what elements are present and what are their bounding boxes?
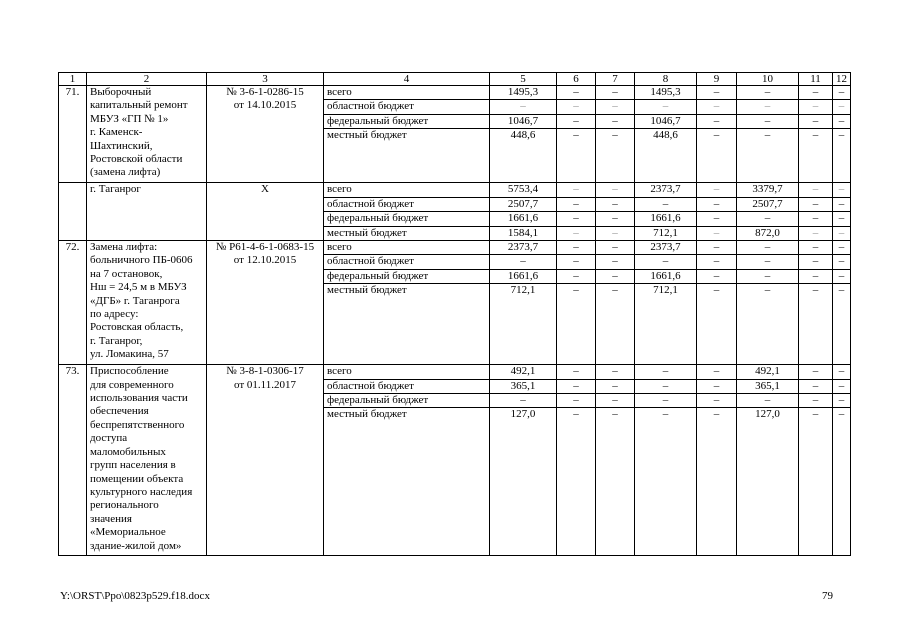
amount-cell: – <box>833 183 851 197</box>
amount-cell: – <box>737 100 799 114</box>
amount-cell: 365,1 <box>490 379 557 393</box>
column-header: 10 <box>737 73 799 86</box>
amount-cell: – <box>557 86 596 100</box>
amount-cell: 1495,3 <box>490 86 557 100</box>
amount-cell: – <box>557 129 596 183</box>
approval-document <box>207 365 324 556</box>
amount-cell: – <box>833 114 851 128</box>
amount-cell: – <box>596 129 635 183</box>
funding-source: областной бюджет <box>324 379 490 393</box>
amount-cell: – <box>737 394 799 408</box>
column-header: 5 <box>490 73 557 86</box>
amount-cell: – <box>635 197 697 211</box>
object-name-line: здание-жилой дом» <box>90 539 182 552</box>
amount-cell: – <box>557 394 596 408</box>
amount-cell: – <box>799 100 833 114</box>
approval-document-line: от 01.11.2017 <box>233 378 296 391</box>
amount-cell: 712,1 <box>635 226 697 240</box>
amount-cell: – <box>596 86 635 100</box>
table-body <box>59 73 851 556</box>
amount-cell: 1661,6 <box>635 212 697 226</box>
column-header: 4 <box>324 73 490 86</box>
amount-cell: – <box>557 255 596 269</box>
amount-cell: – <box>799 86 833 100</box>
amount-cell: – <box>697 379 737 393</box>
amount-cell: 127,0 <box>737 408 799 556</box>
funding-source: федеральный бюджет <box>324 394 490 408</box>
object-name <box>87 365 207 556</box>
amount-cell: – <box>697 241 737 255</box>
amount-cell: – <box>737 269 799 283</box>
funding-source: федеральный бюджет <box>324 212 490 226</box>
amount-cell: – <box>697 255 737 269</box>
amount-cell: 492,1 <box>490 365 557 379</box>
amount-cell: 2373,7 <box>490 241 557 255</box>
object-name-line: значения <box>90 512 132 525</box>
amount-cell: 1661,6 <box>490 212 557 226</box>
amount-cell: 2507,7 <box>490 197 557 211</box>
approval-document-line: Х <box>261 183 269 196</box>
object-name-line: культурного наследия <box>90 485 193 498</box>
amount-cell: 1584,1 <box>490 226 557 240</box>
object-name-line: г. Таганрог <box>90 183 141 196</box>
object-name-line: обеспечения <box>90 405 149 418</box>
funding-source: местный бюджет <box>324 226 490 240</box>
object-name <box>87 86 207 183</box>
amount-cell: 1661,6 <box>490 269 557 283</box>
amount-cell: – <box>557 114 596 128</box>
amount-cell: 1495,3 <box>635 86 697 100</box>
amount-cell: – <box>697 394 737 408</box>
amount-cell: – <box>596 241 635 255</box>
amount-cell: 2373,7 <box>635 183 697 197</box>
amount-cell: – <box>799 241 833 255</box>
amount-cell: – <box>737 284 799 365</box>
funding-source: всего <box>324 241 490 255</box>
amount-cell: 712,1 <box>635 284 697 365</box>
amount-cell: – <box>596 183 635 197</box>
amount-cell: – <box>833 212 851 226</box>
object-name-line: больничного ПБ-0606 <box>90 254 193 267</box>
object-name-line: Ростовской области <box>90 153 183 166</box>
approval-document-line: от 12.10.2015 <box>233 254 297 267</box>
amount-cell: – <box>635 394 697 408</box>
amount-cell: 127,0 <box>490 408 557 556</box>
amount-cell: – <box>799 269 833 283</box>
funding-source: всего <box>324 86 490 100</box>
object-name-line: групп населения в <box>90 459 176 472</box>
amount-cell: – <box>737 255 799 269</box>
object-name-line: «Мемориальное <box>90 526 166 539</box>
amount-cell: – <box>596 255 635 269</box>
column-header: 9 <box>697 73 737 86</box>
column-header: 2 <box>87 73 207 86</box>
object-name-line: для современного <box>90 378 174 391</box>
amount-cell: – <box>635 100 697 114</box>
amount-cell: 3379,7 <box>737 183 799 197</box>
amount-cell: – <box>557 379 596 393</box>
amount-cell: – <box>833 284 851 365</box>
object-name-line: Шахтинский, <box>90 139 153 152</box>
amount-cell: – <box>799 183 833 197</box>
object-name-line: по адресу: <box>90 308 139 321</box>
amount-cell: – <box>596 269 635 283</box>
amount-cell: – <box>697 129 737 183</box>
amount-cell: – <box>697 212 737 226</box>
funding-source: областной бюджет <box>324 100 490 114</box>
amount-cell: – <box>833 226 851 240</box>
amount-cell: – <box>557 197 596 211</box>
amount-cell: – <box>833 269 851 283</box>
amount-cell: – <box>635 408 697 556</box>
amount-cell: – <box>697 408 737 556</box>
amount-cell: 2373,7 <box>635 241 697 255</box>
amount-cell: 448,6 <box>635 129 697 183</box>
amount-cell: – <box>833 197 851 211</box>
row-number: 72. <box>59 241 87 365</box>
amount-cell: – <box>799 408 833 556</box>
amount-cell: – <box>490 394 557 408</box>
amount-cell: – <box>697 183 737 197</box>
amount-cell: – <box>557 269 596 283</box>
amount-cell: – <box>490 100 557 114</box>
object-name-line: Ростовская область, <box>90 321 184 334</box>
row-number: 73. <box>59 365 87 556</box>
row-number <box>59 183 87 241</box>
object-name-line: Приспособление <box>90 365 169 378</box>
column-header: 12 <box>833 73 851 86</box>
amount-cell: 2507,7 <box>737 197 799 211</box>
column-header: 3 <box>207 73 324 86</box>
amount-cell: – <box>799 379 833 393</box>
column-header: 8 <box>635 73 697 86</box>
object-name-line: г. Каменск- <box>90 126 143 139</box>
object-name-line: помещении объекта <box>90 472 184 485</box>
amount-cell: – <box>697 226 737 240</box>
approval-document-line: от 14.10.2015 <box>233 99 297 112</box>
object-name-line: регионального <box>90 499 159 512</box>
amount-cell: 712,1 <box>490 284 557 365</box>
amount-cell: – <box>635 255 697 269</box>
funding-source: местный бюджет <box>324 284 490 365</box>
amount-cell: – <box>697 284 737 365</box>
amount-cell: – <box>799 394 833 408</box>
amount-cell: – <box>799 365 833 379</box>
amount-cell: – <box>737 241 799 255</box>
amount-cell: – <box>557 226 596 240</box>
amount-cell: – <box>799 226 833 240</box>
object-name-line: беспрепятственного <box>90 418 185 431</box>
amount-cell: – <box>697 86 737 100</box>
amount-cell: – <box>596 408 635 556</box>
table-row <box>59 241 851 255</box>
amount-cell: 492,1 <box>737 365 799 379</box>
object-name-line: Выборочный <box>90 86 152 98</box>
funding-source: областной бюджет <box>324 255 490 269</box>
amount-cell: – <box>697 114 737 128</box>
funding-source: всего <box>324 183 490 197</box>
table-row <box>59 86 851 100</box>
amount-cell: – <box>833 255 851 269</box>
amount-cell: – <box>799 212 833 226</box>
amount-cell: – <box>596 379 635 393</box>
object-name-line: Нш = 24,5 м в МБУЗ <box>90 281 187 294</box>
amount-cell: – <box>737 212 799 226</box>
table-row <box>59 365 851 379</box>
funding-source: федеральный бюджет <box>324 269 490 283</box>
object-name-line: маломобильных <box>90 445 166 458</box>
table-row <box>59 183 851 197</box>
approval-document-line: № Р61-4-6-1-0683-15 <box>215 241 315 254</box>
amount-cell: – <box>833 408 851 556</box>
amount-cell: – <box>596 114 635 128</box>
amount-cell: 872,0 <box>737 226 799 240</box>
amount-cell: – <box>596 226 635 240</box>
amount-cell: – <box>557 212 596 226</box>
column-header: 1 <box>59 73 87 86</box>
amount-cell: – <box>697 197 737 211</box>
column-header: 11 <box>799 73 833 86</box>
amount-cell: – <box>596 212 635 226</box>
approval-document <box>207 241 324 365</box>
funding-source: местный бюджет <box>324 408 490 556</box>
column-header: 6 <box>557 73 596 86</box>
object-name-line: Замена лифта: <box>90 241 158 254</box>
amount-cell: – <box>833 379 851 393</box>
amount-cell: – <box>596 365 635 379</box>
amount-cell: 1661,6 <box>635 269 697 283</box>
approval-document <box>207 183 324 241</box>
amount-cell: – <box>596 197 635 211</box>
amount-cell: – <box>697 269 737 283</box>
object-name <box>87 183 207 241</box>
row-number: 71. <box>59 86 87 183</box>
approval-document <box>207 86 324 183</box>
amount-cell: 1046,7 <box>490 114 557 128</box>
amount-cell: – <box>799 197 833 211</box>
object-name <box>87 241 207 365</box>
amount-cell: – <box>799 114 833 128</box>
amount-cell: 448,6 <box>490 129 557 183</box>
approval-document-line: № 3-8-1-0306-17 <box>226 365 304 378</box>
object-name-line: на 7 остановок, <box>90 267 163 280</box>
object-name-line: капитальный ремонт <box>90 99 188 112</box>
approval-document-line: № 3-6-1-0286-15 <box>226 86 304 98</box>
amount-cell: – <box>833 241 851 255</box>
amount-cell: – <box>557 284 596 365</box>
object-name-line: использования части <box>90 392 188 405</box>
amount-cell: – <box>557 183 596 197</box>
object-name-line: (замена лифта) <box>90 166 161 179</box>
amount-cell: – <box>557 241 596 255</box>
amount-cell: – <box>833 129 851 183</box>
funding-source: всего <box>324 365 490 379</box>
column-header: 7 <box>596 73 635 86</box>
amount-cell: – <box>596 100 635 114</box>
amount-cell: – <box>833 86 851 100</box>
amount-cell: – <box>799 129 833 183</box>
object-name-line: МБУЗ «ГП № 1» <box>90 112 169 125</box>
amount-cell: – <box>557 408 596 556</box>
header-row <box>59 73 851 86</box>
amount-cell: – <box>596 394 635 408</box>
amount-cell: – <box>799 255 833 269</box>
page-number: 79 <box>822 590 833 602</box>
footer-file-path: Y:\ORST\Ppo\0823p529.f18.docx <box>60 590 210 602</box>
amount-cell: – <box>799 284 833 365</box>
object-name-line: г. Таганрог, <box>90 334 143 347</box>
amount-cell: – <box>557 365 596 379</box>
amount-cell: – <box>737 86 799 100</box>
funding-source: местный бюджет <box>324 129 490 183</box>
amount-cell: – <box>833 394 851 408</box>
amount-cell: – <box>833 100 851 114</box>
amount-cell: 5753,4 <box>490 183 557 197</box>
object-name-line: «ДГБ» г. Таганрога <box>90 294 180 307</box>
funding-source: федеральный бюджет <box>324 114 490 128</box>
amount-cell: – <box>833 365 851 379</box>
amount-cell: – <box>490 255 557 269</box>
amount-cell: – <box>635 379 697 393</box>
object-name-line: доступа <box>90 432 128 445</box>
amount-cell: – <box>737 129 799 183</box>
amount-cell: – <box>697 100 737 114</box>
amount-cell: – <box>737 114 799 128</box>
amount-cell: – <box>635 365 697 379</box>
funding-source: областной бюджет <box>324 197 490 211</box>
amount-cell: – <box>697 365 737 379</box>
object-name-line: ул. Ломакина, 57 <box>90 348 169 361</box>
budget-table <box>58 72 851 556</box>
amount-cell: – <box>596 284 635 365</box>
amount-cell: – <box>557 100 596 114</box>
amount-cell: 1046,7 <box>635 114 697 128</box>
amount-cell: 365,1 <box>737 379 799 393</box>
